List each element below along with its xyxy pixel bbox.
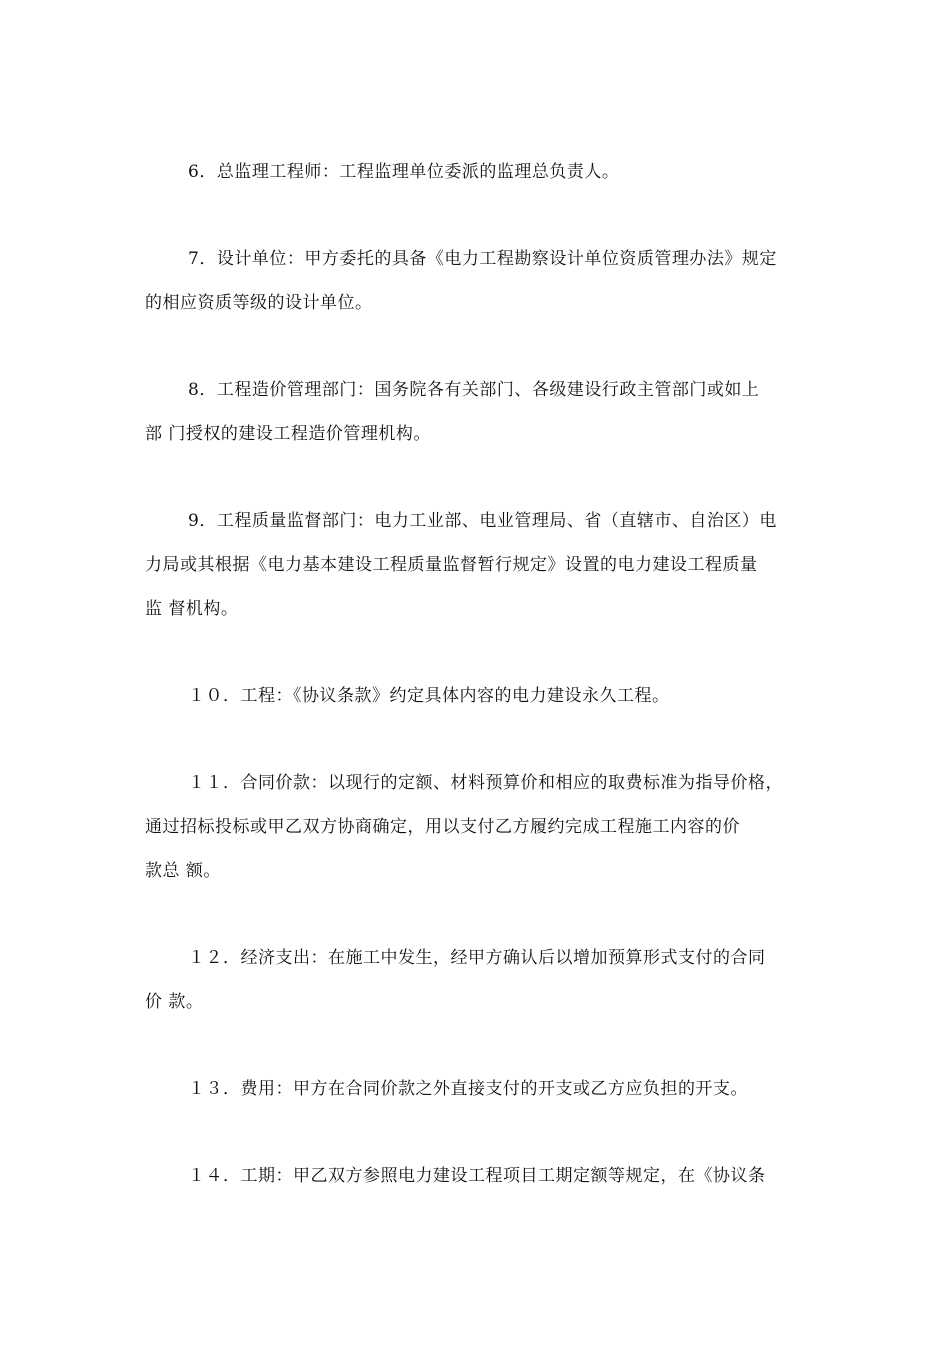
item-12-line-2: 价 款。 [145,992,204,1012]
item-9-number: 9． [188,511,217,531]
item-6-line-1 [188,160,619,184]
item-11-line-1 [188,771,783,795]
item-7-line-2: 的相应资质等级的设计单位。 [145,293,373,313]
item-8-number: 8． [188,380,217,400]
item-8-line-1 [188,378,759,402]
item-11-number: １１． [188,773,241,793]
item-13-text: 费用：甲方在合同价款之外直接支付的开支或乙方应负担的开支。 [240,1079,748,1099]
item-12-number: １２． [188,948,241,968]
item-14-line-1 [188,1164,766,1188]
item-12-text: 经济支出：在施工中发生，经甲方确认后以增加预算形式支付的合同 [240,948,766,968]
item-13-line-1 [188,1077,748,1101]
item-11-text: 合同价款：以现行的定额、材料预算价和相应的取费标准为指导价格， [240,773,783,793]
item-7-line-1 [188,247,777,271]
item-10-text: 工程：《协议条款》约定具体内容的电力建设永久工程。 [240,686,670,706]
item-14-text: 工期：甲乙双方参照电力建设工程项目工期定额等规定，在《协议条 [240,1166,766,1186]
item-9-line-3: 监 督机构。 [145,599,239,619]
item-6-text: 总监理工程师：工程监理单位委派的监理总负责人。 [216,162,620,182]
item-8-text: 工程造价管理部门：国务院各有关部门、各级建设行政主管部门或如上 [216,380,760,400]
item-6-number: 6． [188,162,217,182]
item-11-line-3: 款总 额。 [145,861,221,881]
item-11-line-2: 通过招标投标或甲乙双方协商确定，用以支付乙方履约完成工程施工内容的价 [145,817,740,837]
item-12-line-1 [188,946,766,970]
item-10-number: １０． [188,686,241,706]
item-8-line-2: 部 门授权的建设工程造价管理机构。 [145,424,431,444]
item-9-line-1 [188,509,777,533]
item-14-number: １４． [188,1166,241,1186]
item-9-text: 工程质量监督部门：电力工业部、电业管理局、省（直辖市、自治区）电 [216,511,777,531]
item-7-number: 7． [188,249,217,269]
item-7-text: 设计单位：甲方委托的具备《电力工程勘察设计单位资质管理办法》规定 [216,249,777,269]
item-13-number: １３． [188,1079,241,1099]
item-9-line-2: 力局或其根据《电力基本建设工程质量监督暂行规定》设置的电力建设工程质量 [145,555,758,575]
item-10-line-1 [188,684,670,708]
